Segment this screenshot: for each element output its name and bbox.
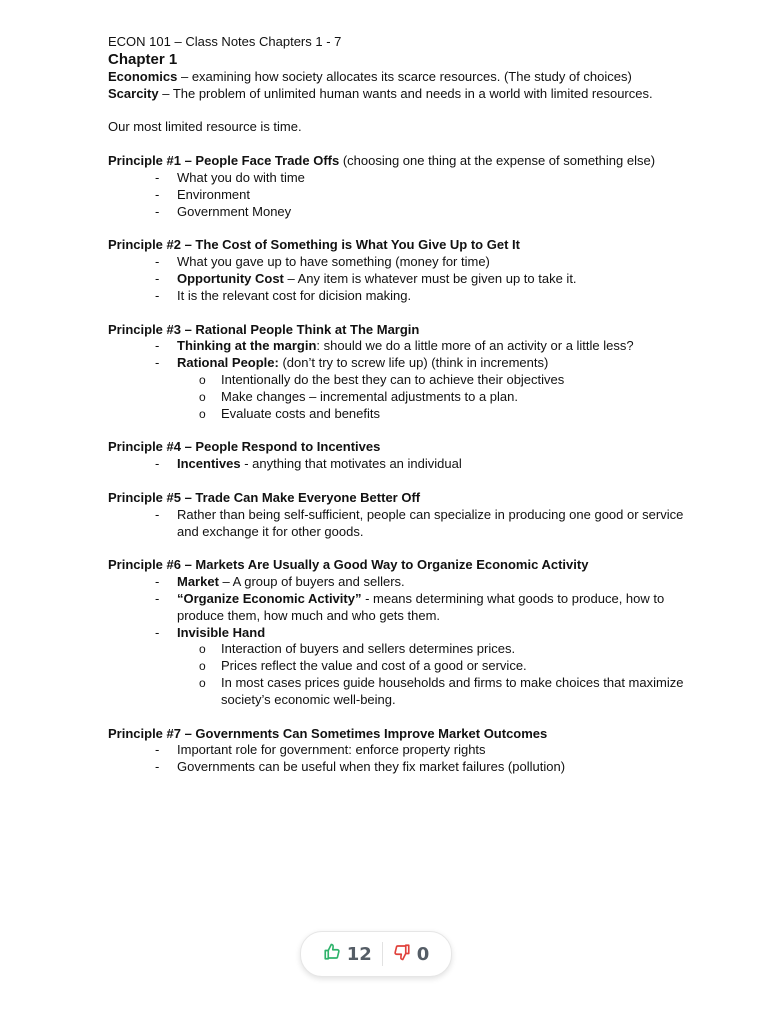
thumbs-up-icon	[323, 943, 341, 966]
downvote-button[interactable]	[383, 943, 440, 966]
list-item: - Invisible Hand o Interaction of buyers and sellers determines prices. o Prices reflect the value and cost of a good or service. o In most cases prices guide households and firms to make choices that maximize society’s economic well-being.	[108, 625, 708, 709]
list-item: - What you gave up to have something (money for time)	[155, 254, 490, 270]
principle-5	[108, 490, 708, 540]
list-item: - Governments can be useful when they fix market failures (pollution)	[155, 759, 566, 775]
thumbs-down-icon	[393, 943, 411, 966]
note-line: Our most limited resource is time.	[108, 119, 302, 135]
list-item: - It is the relevant cost for dicision making.	[155, 287, 412, 303]
list-item: - Government Money	[155, 203, 292, 219]
list-item: - Rational People: (don’t try to screw life up) (think in increments) o Intentionally do the best they can to achieve their objectives o Make changes – incremental adjustments to a plan. o Evaluate costs and benefits	[108, 355, 708, 422]
list-item: - Incentives - anything that motivates an individual	[155, 456, 462, 472]
list-item: - What you do with time	[155, 169, 305, 185]
vote-bar	[300, 931, 452, 977]
list-item: - Thinking at the margin: should we do a little more of an activity or a little less?	[155, 338, 634, 354]
sub-list-item: o In most cases prices guide households and firms to make choices that maximize society’s economic well-being.	[199, 674, 684, 707]
definition-economics	[108, 69, 708, 86]
principle-1	[108, 153, 708, 220]
principle-3	[108, 322, 708, 423]
list-item: - Rather than being self-sufficient, people can specialize in producing one good or service and exchange it for other goods.	[155, 506, 684, 539]
principle-heading: Principle #6 – Markets Are Usually a Good Way to Organize Economic Activity	[108, 557, 589, 573]
sub-list-item: o Make changes – incremental adjustments to a plan.	[199, 388, 519, 404]
sub-list-item: o Intentionally do the best they can to achieve their objectives	[199, 371, 565, 387]
document-page	[108, 34, 708, 793]
principle-heading: Principle #5 – Trade Can Make Everyone Better Off	[108, 489, 421, 505]
principle-heading: Principle #2 – The Cost of Something is What You Give Up to Get It	[108, 237, 520, 253]
chapter-title: Chapter 1	[108, 50, 178, 68]
sub-list-item: o Interaction of buyers and sellers determines prices.	[199, 641, 516, 657]
principle-heading: Principle #4 – People Respond to Incentives	[108, 439, 381, 455]
principle-7	[108, 726, 708, 776]
principle-4	[108, 439, 708, 473]
upvote-button[interactable]	[313, 943, 382, 966]
principle-6	[108, 557, 708, 708]
list-item: - “Organize Economic Activity” - means determining what goods to produce, how to produce them, how much and who gets them.	[155, 590, 665, 623]
definition-scarcity	[108, 86, 708, 103]
list-item: - Important role for government: enforce property rights	[155, 742, 486, 758]
definition-text: – examining how society allocates its scarce resources. (The study of choices)	[177, 68, 632, 84]
definition-term: Economics	[108, 68, 178, 84]
list-item: - Environment	[155, 186, 250, 202]
list-item: - Market – A group of buyers and sellers.	[155, 574, 405, 590]
list-item: - Opportunity Cost – Any item is whatever must be given up to take it.	[155, 270, 577, 286]
definition-text: – The problem of unlimited human wants and needs in a world with limited resources.	[158, 85, 653, 101]
downvote-count: 0	[416, 943, 430, 965]
upvote-count: 12	[346, 943, 372, 965]
definition-term: Scarcity	[108, 85, 159, 101]
principle-heading: Principle #3 – Rational People Think at The Margin	[108, 321, 420, 337]
principle-heading: Principle #7 – Governments Can Sometimes Improve Market Outcomes	[108, 725, 548, 741]
principle-2	[108, 237, 708, 304]
sub-list-item: o Evaluate costs and benefits	[199, 405, 380, 421]
sub-list-item: o Prices reflect the value and cost of a good or service.	[199, 658, 527, 674]
principle-heading: Principle #1 – People Face Trade Offs (choosing one thing at the expense of something else)	[108, 153, 656, 169]
document-header: ECON 101 – Class Notes Chapters 1 - 7	[108, 34, 342, 49]
